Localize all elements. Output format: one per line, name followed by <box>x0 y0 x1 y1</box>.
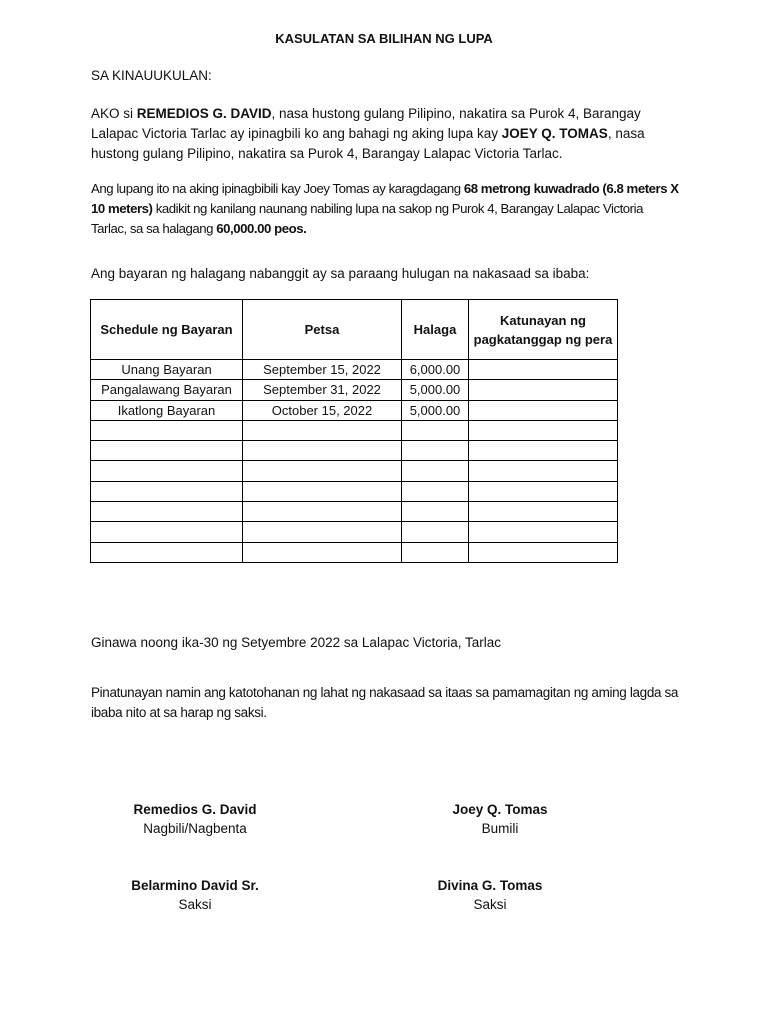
header-date: Petsa <box>243 300 402 360</box>
signature-block-witness-2 <box>415 876 565 914</box>
cell-date <box>243 441 402 461</box>
signatory-name: Belarmino David Sr. <box>131 878 259 893</box>
cell-date: October 15, 2022 <box>243 400 402 420</box>
cell-acknowledgment <box>469 360 618 380</box>
signatory-role: Saksi <box>178 897 212 912</box>
cell-date <box>243 502 402 522</box>
cell-date: September 15, 2022 <box>243 360 402 380</box>
cell-schedule <box>91 522 243 542</box>
table-row <box>91 380 618 400</box>
table-row <box>91 420 618 440</box>
cell-acknowledgment <box>469 542 618 562</box>
table-row <box>91 522 618 542</box>
cell-acknowledgment <box>469 461 618 481</box>
paragraph-text: Ang lupang ito na aking ipinagbibili kay Joey Tomas ay karagdagang <box>91 181 464 196</box>
cell-schedule <box>91 461 243 481</box>
cell-schedule: Pangalawang Bayaran <box>91 380 243 400</box>
cell-date <box>243 461 402 481</box>
document-title: KASULATAN SA BILIHAN NG LUPA <box>275 31 493 46</box>
signatory-role: Saksi <box>473 897 507 912</box>
table-body <box>91 360 618 563</box>
header-acknowledgment: Katunayan ng pagkatanggap ng pera <box>469 300 618 360</box>
cell-acknowledgment <box>469 400 618 420</box>
table-row <box>91 502 618 522</box>
cell-amount <box>402 441 469 461</box>
cell-amount <box>402 522 469 542</box>
cell-schedule <box>91 481 243 501</box>
cell-amount <box>402 542 469 562</box>
cell-schedule <box>91 441 243 461</box>
cell-amount <box>402 420 469 440</box>
paragraph-parties <box>91 104 681 164</box>
paragraph-payment-intro: Ang bayaran ng halagang nabanggit ay sa paraang hulugan na nakasaad sa ibaba: <box>91 266 590 281</box>
cell-acknowledgment <box>469 380 618 400</box>
cell-amount <box>402 461 469 481</box>
cell-amount: 6,000.00 <box>402 360 469 380</box>
price-bold: 60,000.00 peos. <box>216 221 307 236</box>
cell-acknowledgment <box>469 481 618 501</box>
cell-amount <box>402 502 469 522</box>
signature-block-seller <box>120 800 270 838</box>
cell-acknowledgment <box>469 522 618 542</box>
paragraph-text: , nasa hustong gulang Pilipino, nakatira sa Purok 4, Barangay Lalapac Victoria Tarlac ay ipinagbili ko ang bahagi ng aking lupa kay <box>91 106 641 141</box>
header-schedule: Schedule ng Bayaran <box>91 300 243 360</box>
signatory-name: Joey Q. Tomas <box>452 802 548 817</box>
buyer-name-bold: JOEY Q. TOMAS <box>501 126 608 141</box>
cell-date: September 31, 2022 <box>243 380 402 400</box>
cell-schedule <box>91 542 243 562</box>
salutation: SA KINAUUKULAN: <box>91 68 212 83</box>
cell-date <box>243 481 402 501</box>
seller-name-bold: REMEDIOS G. DAVID <box>136 106 272 121</box>
table-row <box>91 461 618 481</box>
payment-schedule-table <box>90 299 618 563</box>
paragraph-attestation: Pinatunayan namin ang katotohanan ng lahat ng nakasaad sa itaas sa pamamagitan ng aming lagda sa ibaba nito at sa harap ng saksi. <box>91 685 679 720</box>
paragraph-land-details <box>91 179 681 239</box>
paragraph-date-place: Ginawa noong ika-30 ng Setyembre 2022 sa Lalapac Victoria, Tarlac <box>91 635 502 650</box>
cell-acknowledgment <box>469 502 618 522</box>
cell-schedule <box>91 502 243 522</box>
paragraph-text: AKO si <box>91 106 137 121</box>
cell-schedule <box>91 420 243 440</box>
signature-block-buyer <box>425 800 575 838</box>
cell-amount: 5,000.00 <box>402 380 469 400</box>
signature-block-witness-1 <box>120 876 270 914</box>
signatory-role: Bumili <box>481 821 519 836</box>
cell-amount: 5,000.00 <box>402 400 469 420</box>
cell-date <box>243 542 402 562</box>
header-amount: Halaga <box>402 300 469 360</box>
paragraph-text: , nasa hustong gulang Pilipino, nakatira sa Purok 4, Barangay Lalapac Victoria Tarlac. <box>91 126 645 161</box>
cell-date <box>243 420 402 440</box>
cell-schedule: Ikatlong Bayaran <box>91 400 243 420</box>
land-area-bold: 68 metrong kuwadrado (6.8 meters X 10 meters) <box>91 181 679 216</box>
table-header-row <box>91 300 618 360</box>
paragraph-text: kadikit ng kanilang naunang nabiling lupa na sakop ng Purok 4, Barangay Lalapac Victoria Tarlac, sa sa halagang <box>91 201 643 236</box>
cell-acknowledgment <box>469 441 618 461</box>
table-row <box>91 360 618 380</box>
signatory-name: Remedios G. David <box>133 802 257 817</box>
table-row <box>91 481 618 501</box>
table-row <box>91 542 618 562</box>
cell-acknowledgment <box>469 420 618 440</box>
signatory-role: Nagbili/Nagbenta <box>143 821 247 836</box>
cell-schedule: Unang Bayaran <box>91 360 243 380</box>
cell-date <box>243 522 402 542</box>
table-row <box>91 400 618 420</box>
cell-amount <box>402 481 469 501</box>
signatory-name: Divina G. Tomas <box>437 878 543 893</box>
table-row <box>91 441 618 461</box>
